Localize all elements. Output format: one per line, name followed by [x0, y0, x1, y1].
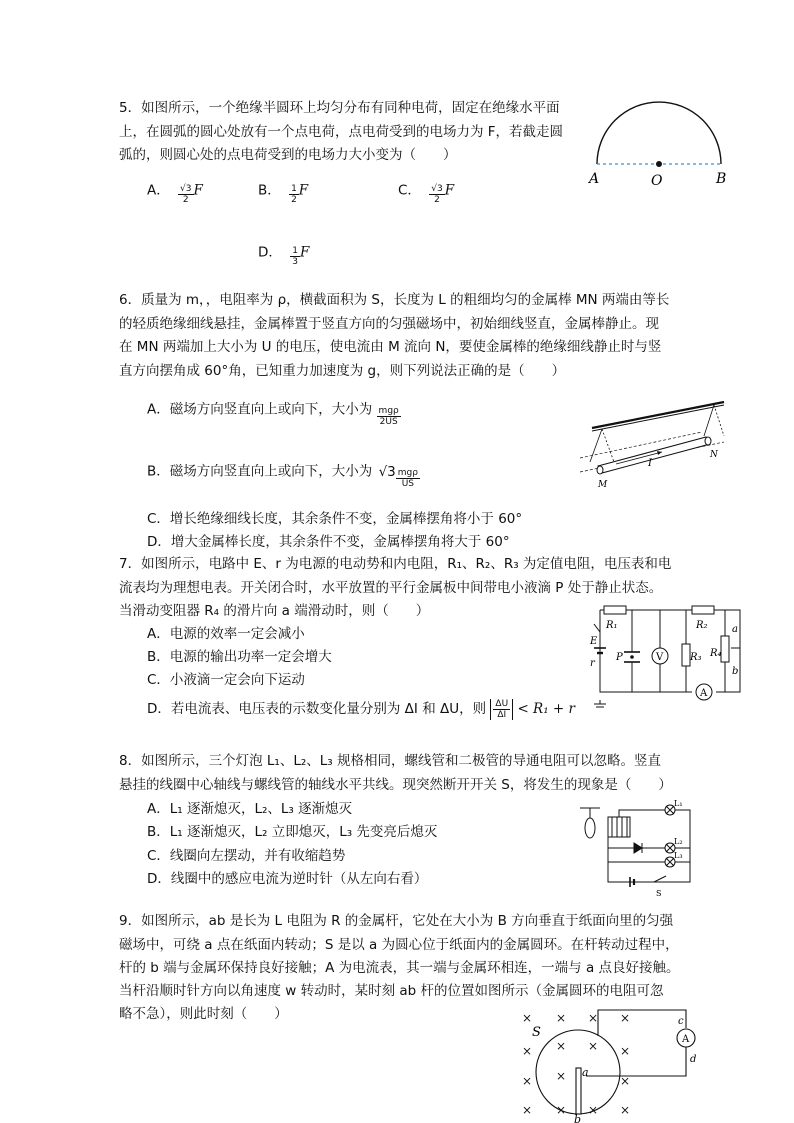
- thread: [602, 429, 614, 462]
- label-l1: L₁: [674, 800, 683, 808]
- q6-option-d[interactable]: D．增大金属棒长度，其余条件不变，金属棒摆角将大于 60°: [147, 534, 510, 550]
- label-l2: L₂: [674, 837, 683, 846]
- rod-end: [597, 466, 603, 474]
- q9-line-2: 磁场中，可绕 a 点在纸面内转动；S 是以 a 为圆心位于纸面内的金属圆环。在杆转动过程中，: [119, 937, 679, 953]
- label-r3: R₃: [690, 652, 702, 663]
- hanging-coil: [585, 818, 595, 838]
- label-e: E: [590, 636, 598, 647]
- label-ammeter: A: [700, 688, 708, 699]
- label-n: N: [710, 450, 718, 460]
- q5-line-1: 5．如图所示，一个绝缘半圆环上均匀分布有同种电荷，固定在绝缘水平面: [119, 100, 560, 116]
- switch: [594, 624, 600, 632]
- q9-line-5: 略不急），则此时刻（ ）: [119, 1006, 288, 1022]
- label-a: a: [582, 1066, 589, 1079]
- resistor-r4: [721, 636, 729, 662]
- q6-option-b[interactable]: [147, 454, 420, 489]
- q7-line-3: 当滑动变阻器 R₄ 的滑片向 a 端滑动时，则（ ）: [119, 603, 430, 619]
- q6-option-a[interactable]: [147, 392, 401, 427]
- q6-line-3: 在 MN 两端加上大小为 U 的电压，使电流由 M 流向 N，要使金属棒的绝缘细线静止时与竖: [119, 339, 662, 355]
- cross-mark: ×: [620, 1103, 631, 1117]
- cross-mark: ×: [556, 1039, 567, 1053]
- q8-line-1: 8．如图所示，三个灯泡 L₁、L₂、L₃ 规格相同，螺线管和二极管的导通电阻可以忽略。竖直: [119, 753, 661, 769]
- q5-option-c[interactable]: [398, 176, 454, 205]
- q9-line-4: 当杆沿顺时针方向以角速度 w 转动时，某时刻 ab 杆的位置如图所示（金属圆环的电阻可忽: [119, 983, 664, 999]
- option-label: A．: [147, 182, 170, 199]
- q8-line-2: 悬挂的线圈中心轴线与螺线管的轴线水平共线。现突然断开开关 S，将发生的现象是（ ）: [119, 777, 672, 793]
- frac-den: 2: [291, 195, 297, 205]
- cross-mark: ×: [620, 1044, 631, 1058]
- label-l3: L₃: [674, 851, 683, 860]
- cross-mark: ×: [620, 1011, 631, 1025]
- resistor-r1: [604, 606, 626, 614]
- cross-mark: ×: [556, 1103, 567, 1117]
- option-label: D．: [258, 244, 282, 261]
- thread: [714, 405, 724, 436]
- thread: [704, 405, 714, 436]
- label-o: O: [651, 173, 663, 189]
- cross-mark: ×: [556, 1069, 567, 1083]
- frac-num: 1: [292, 246, 298, 256]
- label-b: b: [732, 666, 739, 677]
- thread: [590, 429, 602, 462]
- sqrt-prefix: √3: [378, 463, 396, 480]
- label-r4: R₄: [710, 648, 722, 659]
- q7-line-1: 7．如图所示，电路中 E、r 为电源的电动势和内电阻，R₁、R₂、R₃ 为定值电阻，电压表和电: [119, 556, 672, 572]
- q9-line-3: 杆的 b 端与金属环保持良好接触；A 为电流表，其一端与金属环相连，一端与 a 点良好接触。: [119, 960, 680, 976]
- label-s: S: [656, 889, 662, 898]
- cross-mark: ×: [522, 1103, 533, 1117]
- cross-mark: ×: [522, 1044, 533, 1058]
- q7-option-a[interactable]: A．电源的效率一定会减小: [147, 626, 305, 642]
- label-r: r: [590, 658, 595, 669]
- droplet: [630, 655, 634, 659]
- frac-num: √3: [431, 184, 443, 194]
- q5-line-2: 上，在圆弧的圆心处放有一个点电荷，点电荷受到的电场力为 F，若截走圆: [119, 124, 564, 140]
- cross-mark: ×: [588, 1039, 599, 1053]
- option-tail: F: [299, 244, 310, 261]
- option-label: B．: [258, 182, 281, 199]
- cross-mark: ×: [522, 1011, 533, 1025]
- top-bar: [592, 402, 724, 428]
- label-b: b: [574, 1113, 582, 1123]
- rod-end: [705, 437, 711, 445]
- cross-mark: ×: [588, 1011, 599, 1025]
- semicircle-arc: [597, 102, 721, 164]
- q5-line-3: 弧的，则圆心处的点电荷受到的电场力大小变为（ ）: [119, 147, 457, 163]
- frac-den: 2: [434, 195, 440, 205]
- circuit-figure-q7: [588, 600, 748, 715]
- frac-num: mgρ: [397, 468, 418, 478]
- label-b: B: [716, 171, 727, 187]
- q7-option-d[interactable]: [147, 697, 575, 720]
- frac-den: ΔI: [497, 709, 507, 720]
- circuit-figure-q8: [574, 800, 699, 900]
- label-s: S: [532, 1025, 541, 1040]
- rotating-rod-figure: [510, 1006, 705, 1123]
- resistor-r2: [692, 606, 714, 614]
- q7-line-2: 流表均为理想电表。开关闭合时，水平放置的平行金属板中间带电小液滴 P 处于静止状态。: [119, 580, 663, 596]
- semicircle-figure: [585, 95, 745, 190]
- diode: [634, 843, 642, 853]
- label-p: P: [616, 652, 623, 663]
- q7-option-c[interactable]: C．小液滴一定会向下运动: [147, 672, 305, 688]
- q6-line-1: 6．质量为 m，，电阻率为 ρ，横截面积为 S，长度为 L 的粗细均匀的金属棒 MN 两端由等长: [119, 292, 670, 308]
- q8-option-d[interactable]: D．线圈中的感应电流为逆时针（从左向右看）: [147, 871, 428, 887]
- cross-mark: ×: [522, 1074, 533, 1088]
- circuit-wire: [586, 1047, 686, 1076]
- cross-mark: ×: [556, 1011, 567, 1025]
- q7-option-b[interactable]: B．电源的输出功率一定会增大: [147, 649, 332, 665]
- metal-rod-ab: [576, 1068, 581, 1114]
- frac-den: US: [401, 479, 415, 489]
- label-r1: R₁: [606, 620, 618, 631]
- option-tail: F: [298, 182, 309, 199]
- label-m: M: [598, 480, 608, 490]
- option-label: C．: [398, 182, 421, 199]
- label-v: V: [656, 652, 664, 663]
- option-text: D．若电流表、电压表的示数变化量分别为 ΔI 和 ΔU，则: [147, 701, 487, 717]
- cross-mark: ×: [588, 1103, 599, 1117]
- frac-den: 2US: [379, 417, 398, 427]
- q8-option-a[interactable]: A．L₁ 逐渐熄灭，L₂、L₃ 逐渐熄灭: [147, 801, 353, 817]
- label-d: d: [690, 1054, 697, 1065]
- label-r2: R₂: [696, 620, 708, 631]
- circuit-wire: [598, 1010, 686, 1036]
- q9-line-1: 9．如图所示，ab 是长为 L 电阻为 R 的金属杆，它处在大小为 B 方向垂直于纸面向里的匀强: [119, 913, 674, 929]
- q5-option-a[interactable]: [147, 176, 203, 205]
- option-text: A．磁场方向竖直向上或向下，大小为: [147, 401, 373, 418]
- top-bar-edge: [592, 405, 724, 431]
- label-i: I: [648, 458, 652, 469]
- frac-num: 1: [291, 184, 297, 194]
- resistor-r3: [682, 644, 690, 666]
- label-c: c: [678, 1016, 684, 1027]
- center-charge: [656, 161, 662, 167]
- frac-den: 3: [292, 257, 298, 267]
- q6-option-c[interactable]: C．增长绝缘细线长度，其余条件不变，金属棒摆角将小于 60°: [147, 511, 523, 527]
- q8-option-b[interactable]: B．L₁ 逐渐熄灭，L₂ 立即熄灭，L₃ 先变亮后熄灭: [147, 824, 438, 840]
- q5-option-b[interactable]: [258, 176, 308, 205]
- q8-option-c[interactable]: C．线圈向左摆动，并有收缩趋势: [147, 848, 346, 864]
- frac-num: ΔU: [495, 698, 509, 709]
- label-a: a: [732, 624, 738, 635]
- frac-den: 2: [182, 195, 189, 205]
- q6-line-2: 的轻质绝缘细线悬挂，金属棒置于竖直方向的匀强磁场中，初始细线竖直，金属棒静止。现: [119, 316, 659, 332]
- option-tail: F: [193, 182, 203, 199]
- switch: [654, 876, 666, 882]
- ground: [594, 700, 606, 707]
- q5-option-d[interactable]: [258, 238, 309, 267]
- metal-rod-figure: [574, 400, 744, 490]
- label-a: A: [589, 171, 600, 187]
- frac-num: mgρ: [378, 406, 399, 416]
- label-ammeter: A: [682, 1034, 690, 1045]
- option-tail: < R₁ + r: [517, 701, 575, 717]
- q6-line-4: 直方向摆角成 60°角，已知重力加速度为 g，则下列说法正确的是（ ）: [119, 363, 566, 379]
- option-tail: F: [444, 182, 455, 199]
- frac-num: √3: [180, 184, 192, 194]
- cross-mark: ×: [620, 1074, 631, 1088]
- option-text: B．磁场方向竖直向上或向下，大小为: [147, 463, 373, 480]
